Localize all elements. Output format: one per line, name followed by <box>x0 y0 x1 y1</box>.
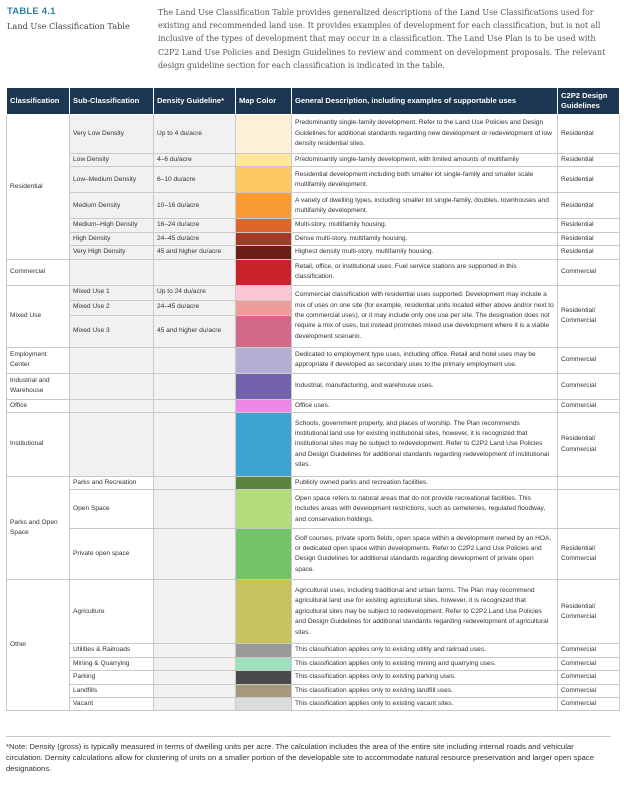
table-row <box>7 698 620 711</box>
density-cell <box>154 399 236 412</box>
description-cell: Retail, office, or institutional uses. Fuel service stations are supported in this classification. <box>292 259 558 285</box>
guideline-cell: Commercial <box>558 657 620 670</box>
table-row <box>7 167 620 193</box>
table-row <box>7 154 620 167</box>
description-cell: Highest density multi-story, multifamily housing. <box>292 246 558 259</box>
map-color-swatch <box>236 154 292 167</box>
map-color-swatch <box>236 259 292 285</box>
sub-classification-cell: Landfills <box>70 684 154 697</box>
intro-paragraph: The Land Use Classification Table provides generalized descriptions of the Land Use Classifications used for existing and recommended land use. It provides examples of development for each classification, but is not all inclusive of the types of development that may occur in a classification. The Land Use Plan is to be used with C2P2 Land Use Policies and Design Guidelines to review and comment on development proposals. The relevant design guideline section for each classification is indicated in the table. <box>158 8 606 70</box>
table-name: Land Use Classification Table <box>7 21 130 31</box>
sub-classification-cell: Parks and Recreation <box>70 477 154 490</box>
classification-cell: Mixed Use <box>7 285 70 347</box>
guideline-cell: Residential <box>558 232 620 245</box>
table-row <box>7 490 620 529</box>
density-cell <box>154 657 236 670</box>
table-row <box>7 193 620 219</box>
sub-classification-cell: Open Space <box>70 490 154 529</box>
guideline-cell: Residential <box>558 193 620 219</box>
sub-classification-cell: Utilities & Railroads <box>70 644 154 657</box>
map-color-swatch <box>236 300 292 315</box>
table-row <box>7 285 620 300</box>
description-cell: Industrial, manufacturing, and warehouse uses. <box>292 373 558 399</box>
density-footnote: *Note: Density (gross) is typically measured in terms of dwelling units per acre. The calculation includes the area of the entire site including internal roads and vehicular circulation. Density calculations allow for clustering of units on a smaller portion of the developable site to accommodate natural resource preservation and larger open space designations. <box>6 736 611 774</box>
sub-classification-cell <box>70 347 154 373</box>
table-row <box>7 259 620 285</box>
map-color-swatch <box>236 490 292 529</box>
land-use-table <box>6 87 620 711</box>
description-cell: This classification applies only to existing utility and railroad uses. <box>292 644 558 657</box>
density-cell <box>154 698 236 711</box>
sub-classification-cell: Mixed Use 1 <box>70 285 154 300</box>
guideline-cell: Residential <box>558 167 620 193</box>
map-color-swatch <box>236 246 292 259</box>
sub-classification-cell <box>70 373 154 399</box>
sub-classification-cell: Medium Density <box>70 193 154 219</box>
description-cell: This classification applies only to existing vacant sites. <box>292 698 558 711</box>
description-cell: Open space refers to natural areas that do not provide recreational facilities. This includes areas with development restrictions, such as cemeteries, regulated floodway, and conservation holdings. <box>292 490 558 529</box>
density-cell <box>154 347 236 373</box>
col-description: General Description, including examples of supportable uses <box>292 88 558 115</box>
description-cell: Agricultural uses, including traditional and urban farms. The Plan may recommend agricultural land use for existing agricultural sites, however, it is recognized that agricultural sites may be subject to redevelopment. Refer to C2P2 Land Use Policies and Design Guidelines for additional standards regarding redevelopment of agricultural sites. <box>292 580 558 644</box>
classification-cell: Institutional <box>7 413 70 477</box>
table-row <box>7 373 620 399</box>
description-cell: Dense multi-story, multifamily housing. <box>292 232 558 245</box>
map-color-swatch <box>236 671 292 684</box>
guideline-cell: Residential <box>558 246 620 259</box>
guideline-cell: Commercial <box>558 698 620 711</box>
guideline-cell: Commercial <box>558 399 620 412</box>
guideline-cell: Residential <box>558 115 620 154</box>
sub-classification-cell: Private open space <box>70 529 154 580</box>
density-cell: 24–45 du/acre <box>154 232 236 245</box>
sub-classification-cell <box>70 259 154 285</box>
map-color-swatch <box>236 193 292 219</box>
table-row <box>7 232 620 245</box>
sub-classification-cell: Very High Density <box>70 246 154 259</box>
sub-classification-cell: Very Low Density <box>70 115 154 154</box>
table-header <box>7 6 619 76</box>
description-cell: Office uses. <box>292 399 558 412</box>
guideline-cell: Residential <box>558 219 620 232</box>
table-row <box>7 684 620 697</box>
table-row <box>7 657 620 670</box>
description-cell: This classification applies only to existing landfill uses. <box>292 684 558 697</box>
description-cell: Predominantly single-family development. Refer to the Land Use Policies and Design Guidelines for additional standards regarding new development or redevelopment of low density residential sites. <box>292 115 558 154</box>
density-cell: 24–45 du/acre <box>154 300 236 315</box>
classification-cell: Residential <box>7 115 70 260</box>
density-cell: 45 and higher du/acre <box>154 315 236 347</box>
map-color-swatch <box>236 315 292 347</box>
guideline-cell: Commercial <box>558 373 620 399</box>
classification-cell: Commercial <box>7 259 70 285</box>
map-color-swatch <box>236 232 292 245</box>
classification-cell: Office <box>7 399 70 412</box>
map-color-swatch <box>236 644 292 657</box>
col-map-color: Map Color <box>236 88 292 115</box>
density-cell: 6–10 du/acre <box>154 167 236 193</box>
map-color-swatch <box>236 347 292 373</box>
description-cell: This classification applies only to existing mining and quarrying uses. <box>292 657 558 670</box>
sub-classification-cell: Mixed Use 2 <box>70 300 154 315</box>
guideline-cell: Residential/ Commercial <box>558 529 620 580</box>
guideline-cell: Commercial <box>558 684 620 697</box>
table-row <box>7 115 620 154</box>
map-color-swatch <box>236 399 292 412</box>
table-row <box>7 671 620 684</box>
sub-classification-cell: Mixed Use 3 <box>70 315 154 347</box>
guideline-cell: Commercial <box>558 644 620 657</box>
table-header-row <box>7 88 620 115</box>
map-color-swatch <box>236 413 292 477</box>
map-color-swatch <box>236 167 292 193</box>
classification-cell: Other <box>7 580 70 711</box>
col-density: Density Guideline* <box>154 88 236 115</box>
sub-classification-cell: Parking <box>70 671 154 684</box>
classification-cell: Parks and Open Space <box>7 477 70 580</box>
map-color-swatch <box>236 698 292 711</box>
table-row <box>7 399 620 412</box>
density-cell: Up to 24 du/acre <box>154 285 236 300</box>
description-cell: Commercial classification with residential uses supported. Development may include a mix of uses on one site (for example, residential units located either above and/or next to the commercial uses), or it may include only one use per site. The designation does not require a mix of uses, but instead promotes mixed use development where it is a viable development scenario. <box>292 285 558 347</box>
map-color-swatch <box>236 657 292 670</box>
guideline-cell: Residential/ Commercial <box>558 413 620 477</box>
col-sub-classification: Sub-Classification <box>70 88 154 115</box>
density-cell <box>154 477 236 490</box>
col-guidelines: C2P2 Design Guidelines <box>558 88 620 115</box>
description-cell: Predominantly single-family development, with limited amounts of multifamily <box>292 154 558 167</box>
map-color-swatch <box>236 219 292 232</box>
density-cell <box>154 259 236 285</box>
map-color-swatch <box>236 580 292 644</box>
description-cell: Publicly owned parks and recreation facilities. <box>292 477 558 490</box>
map-color-swatch <box>236 477 292 490</box>
table-caption <box>7 6 147 31</box>
density-cell <box>154 373 236 399</box>
sub-classification-cell <box>70 413 154 477</box>
classification-cell: Industrial and Warehouse <box>7 373 70 399</box>
table-row <box>7 644 620 657</box>
table-row <box>7 477 620 490</box>
density-cell <box>154 671 236 684</box>
description-cell: Schools, government property, and places of worship. The Plan recommends institutional land use for existing institutional sites, however, it is recognized that institutional sites may be subject to redevelopment. Refer to C2P2 Land Use Policies and Design Guidelines for additional standards regarding redevelopment of institutional sites. <box>292 413 558 477</box>
table-row <box>7 347 620 373</box>
table-row <box>7 246 620 259</box>
description-cell: This classification applies only to existing parking uses. <box>292 671 558 684</box>
map-color-swatch <box>236 684 292 697</box>
density-cell <box>154 580 236 644</box>
table-row <box>7 413 620 477</box>
density-cell: 45 and higher du/acre <box>154 246 236 259</box>
table-row <box>7 529 620 580</box>
density-cell <box>154 529 236 580</box>
guideline-cell: Commercial <box>558 259 620 285</box>
description-cell: Multi-story, multifamily housing. <box>292 219 558 232</box>
sub-classification-cell: Low–Medium Density <box>70 167 154 193</box>
map-color-swatch <box>236 285 292 300</box>
description-cell: A variety of dwelling types, including smaller lot single-family, doubles, townhouses and multifamily development. <box>292 193 558 219</box>
description-cell: Golf courses, private sports fields, open space within a development owned by an HOA, or dedicated open space within developments. Refer to C2P2 Land Use Policies and Design Guidelines for additional standards regarding development of private open space. <box>292 529 558 580</box>
guideline-cell: Commercial <box>558 671 620 684</box>
col-classification: Classification <box>7 88 70 115</box>
table-row <box>7 580 620 644</box>
classification-cell: Employment Center <box>7 347 70 373</box>
sub-classification-cell: Low Density <box>70 154 154 167</box>
sub-classification-cell: Mining & Quarrying <box>70 657 154 670</box>
map-color-swatch <box>236 373 292 399</box>
guideline-cell: Residential <box>558 154 620 167</box>
map-color-swatch <box>236 529 292 580</box>
density-cell: 4–6 du/acre <box>154 154 236 167</box>
density-cell: 16–24 du/acre <box>154 219 236 232</box>
guideline-cell: Residential/ Commercial <box>558 285 620 347</box>
map-color-swatch <box>236 115 292 154</box>
density-cell <box>154 644 236 657</box>
sub-classification-cell: Agriculture <box>70 580 154 644</box>
guideline-cell: Commercial <box>558 347 620 373</box>
sub-classification-cell: Vacant <box>70 698 154 711</box>
density-cell: Up to 4 du/acre <box>154 115 236 154</box>
density-cell <box>154 413 236 477</box>
density-cell: 10–16 du/acre <box>154 193 236 219</box>
table-number: TABLE 4.1 <box>7 6 56 17</box>
guideline-cell: Residential/ Commercial <box>558 580 620 644</box>
sub-classification-cell: Medium–High Density <box>70 219 154 232</box>
table-row <box>7 219 620 232</box>
density-cell <box>154 490 236 529</box>
sub-classification-cell <box>70 399 154 412</box>
sub-classification-cell: High Density <box>70 232 154 245</box>
description-cell: Residential development including both smaller lot single-family and smaller scale multifamily development. <box>292 167 558 193</box>
guideline-cell <box>558 477 620 490</box>
density-cell <box>154 684 236 697</box>
guideline-cell <box>558 490 620 529</box>
description-cell: Dedicated to employment type uses, including office. Retail and hotel uses may be appropriate if developed as secondary uses to the primary employment use. <box>292 347 558 373</box>
